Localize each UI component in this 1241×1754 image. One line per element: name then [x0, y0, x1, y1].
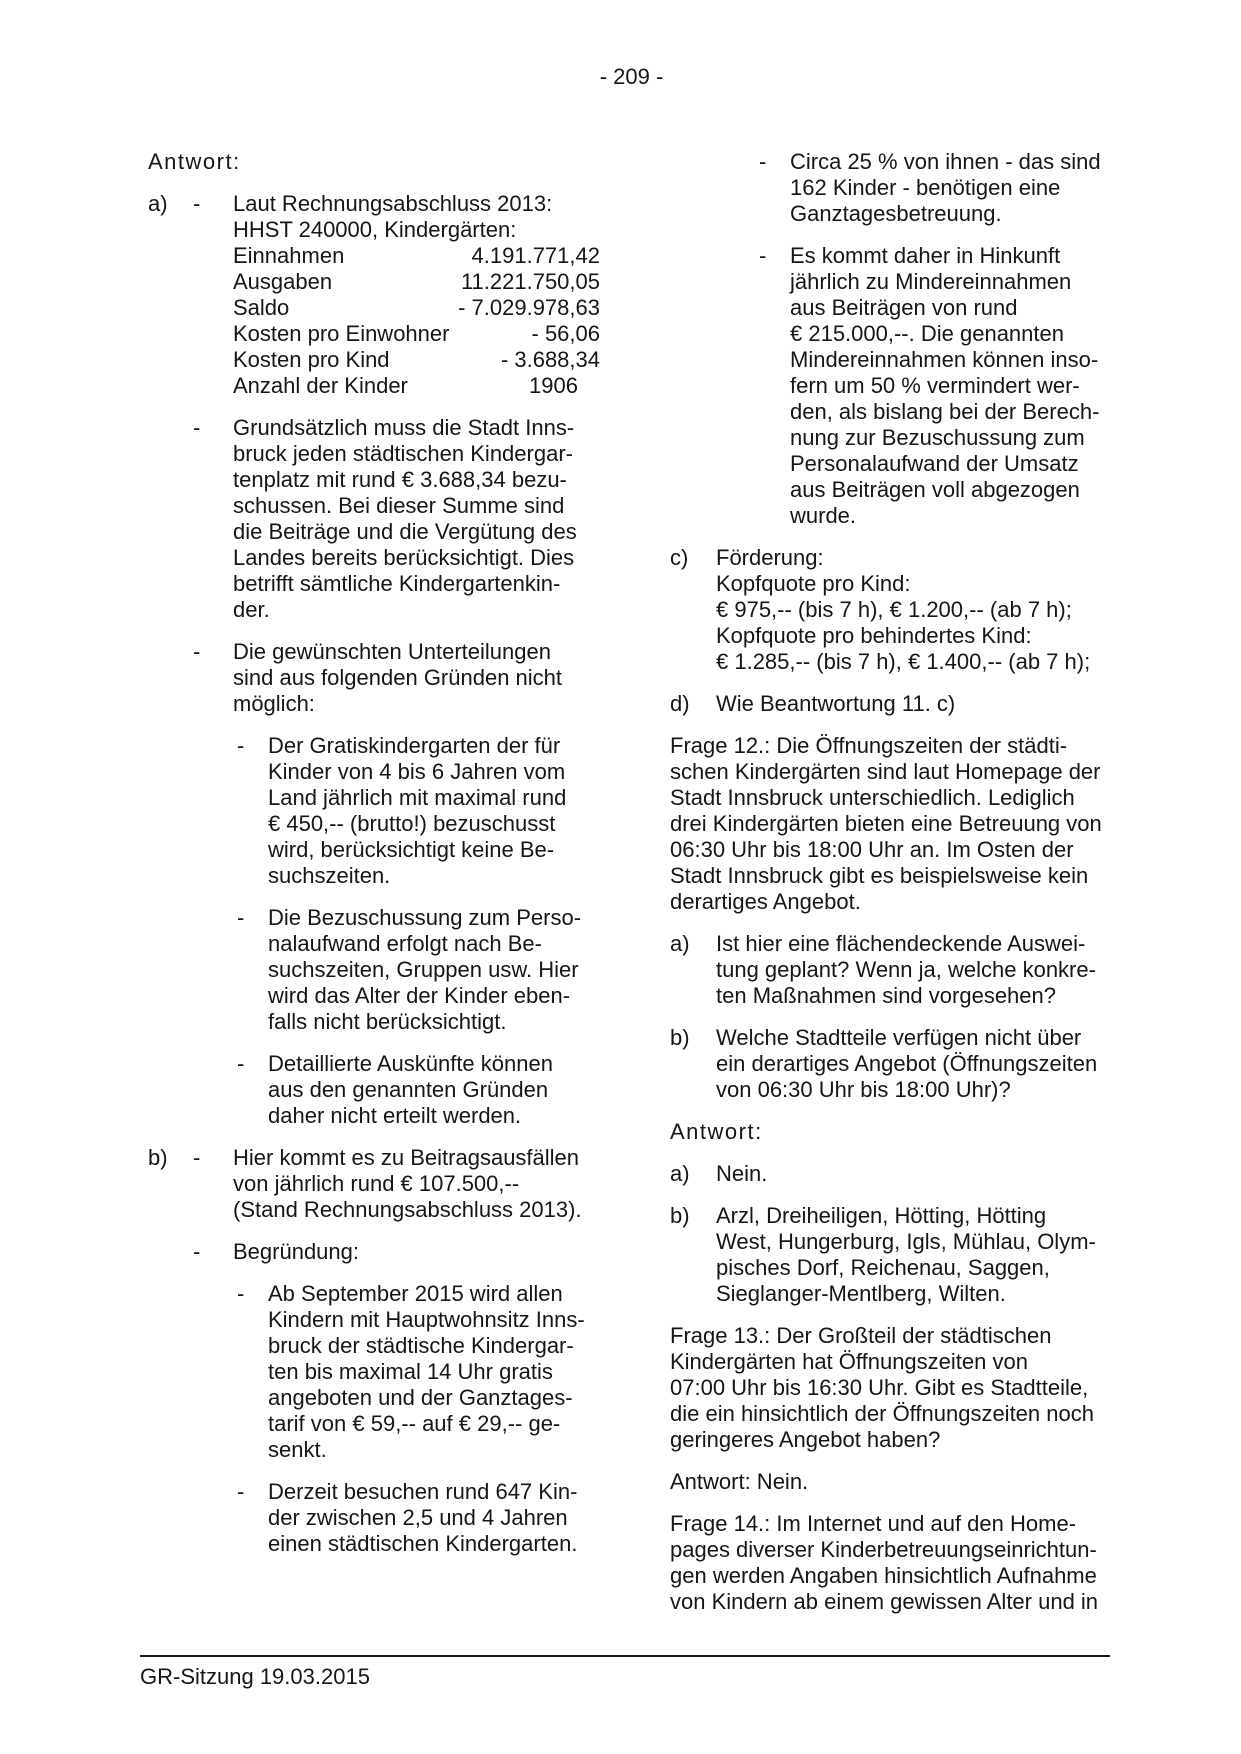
text-line: Derzeit besuchen rund 647 Kin-	[268, 1479, 578, 1504]
text-line: Welche Stadtteile verfügen nicht über	[716, 1025, 1082, 1050]
text-line: Kindern mit Hauptwohnsitz Inns-	[268, 1307, 585, 1332]
content-block	[670, 1511, 1115, 1615]
block-content	[716, 1161, 1115, 1187]
text-line: nalaufwand erfolgt nach Be-	[268, 931, 542, 956]
text-line: Die gewünschten Unterteilungen	[233, 639, 551, 664]
block-content	[148, 149, 600, 175]
block-content	[233, 1239, 600, 1265]
text-line: suchszeiten, Gruppen usw. Hier	[268, 957, 579, 982]
text-line: € 215.000,--. Die genannten	[790, 321, 1064, 346]
bullet-dash: -	[759, 149, 767, 174]
finance-value: 11.221.750,05	[460, 269, 600, 294]
text-line: Hier kommt es zu Beitragsausfällen	[233, 1145, 580, 1170]
text-line: Detaillierte Auskünfte können	[268, 1051, 553, 1076]
finance-row	[233, 295, 600, 321]
content-block	[670, 733, 1115, 915]
text-line: pisches Dorf, Reichenau, Saggen,	[716, 1255, 1050, 1280]
content-block	[670, 1161, 1115, 1187]
block-content	[268, 1281, 600, 1463]
text-line: West, Hungerburg, Igls, Mühlau, Olym-	[716, 1229, 1096, 1254]
text-line: Sieglanger-Mentlberg, Wilten.	[716, 1281, 1006, 1306]
text-line: jährlich zu Mindereinnahmen	[790, 269, 1072, 294]
text-line: Antwort:	[670, 1119, 763, 1144]
finance-row	[233, 269, 600, 295]
text-line: € 1.285,-- (bis 7 h), € 1.400,-- (ab 7 h);	[716, 649, 1091, 674]
text-line: bruck jeden städtischen Kindergar-	[233, 441, 573, 466]
text-line: ten Maßnahmen sind vorgesehen?	[716, 983, 1056, 1008]
text-line: bruck der städtische Kindergar-	[268, 1333, 574, 1358]
text-line: die ein hinsichtlich der Öffnungszeiten noch	[670, 1401, 1094, 1426]
text-line: Ganztagesbetreuung.	[790, 201, 1002, 226]
item-label: b)	[670, 1203, 690, 1228]
finance-value: 1906	[529, 373, 578, 398]
text-line: der zwischen 2,5 und 4 Jahren	[268, 1505, 568, 1530]
finance-label: Kosten pro Kind	[233, 347, 390, 372]
text-line: Arzl, Dreiheiligen, Hötting, Hötting	[716, 1203, 1047, 1228]
block-content	[670, 1323, 1115, 1453]
text-line: Frage 12.: Die Öffnungszeiten der städti-	[670, 733, 1068, 758]
text-line: tarif von € 59,-- auf € 29,-- ge-	[268, 1411, 561, 1436]
text-line: Grundsätzlich muss die Stadt Inns-	[233, 415, 575, 440]
finance-value: - 3.688,34	[500, 347, 600, 372]
bullet-dash: -	[237, 905, 245, 930]
text-line: pages diverser Kinderbetreuungseinrichtun-	[670, 1537, 1097, 1562]
bullet-dash: -	[193, 191, 201, 216]
text-line: Antwort:	[148, 149, 241, 174]
block-content	[268, 905, 600, 1035]
text-line: sind aus folgenden Gründen nicht	[233, 665, 563, 690]
bullet-dash: -	[237, 733, 245, 758]
item-label: b)	[148, 1145, 168, 1170]
bullet-dash: -	[237, 1281, 245, 1306]
item-label: a)	[670, 931, 690, 956]
text-line: schussen. Bei dieser Summe sind	[233, 493, 565, 518]
content-block	[148, 191, 600, 399]
footer-text: GR-Sitzung 19.03.2015	[140, 1664, 370, 1689]
item-label: d)	[670, 691, 690, 716]
content-block	[670, 1323, 1115, 1453]
page-body	[148, 149, 1115, 1615]
text-line: von jährlich rund € 107.500,--	[233, 1171, 520, 1196]
text-line: derartiges Angebot.	[670, 889, 861, 914]
block-content	[233, 191, 600, 399]
text-line: Kinder von 4 bis 6 Jahren vom	[268, 759, 566, 784]
text-line: drei Kindergärten bieten eine Betreuung von	[670, 811, 1102, 836]
left-column	[148, 149, 600, 1615]
text-line: falls nicht berücksichtigt.	[268, 1009, 507, 1034]
content-block	[670, 931, 1115, 1009]
content-block	[670, 1025, 1115, 1103]
text-line: die Beiträge und die Vergütung des	[233, 519, 577, 544]
text-line: Personalaufwand der Umsatz	[790, 451, 1079, 476]
finance-row	[233, 373, 600, 399]
text-line: Frage 13.: Der Großteil der städtischen	[670, 1323, 1052, 1348]
finance-row	[233, 321, 600, 347]
block-content	[716, 1203, 1115, 1307]
text-line: suchszeiten.	[268, 863, 391, 888]
item-label: a)	[670, 1161, 690, 1186]
finance-table	[233, 243, 600, 399]
block-content	[716, 1025, 1115, 1103]
finance-label: Einnahmen	[233, 243, 345, 268]
block-content	[268, 1051, 600, 1129]
content-block	[670, 243, 1115, 529]
content-block	[148, 415, 600, 623]
block-content	[790, 243, 1115, 529]
text-line: Stadt Innsbruck gibt es beispielsweise kein	[670, 863, 1089, 888]
text-line: Ab September 2015 wird allen	[268, 1281, 563, 1306]
page-footer	[140, 1655, 1110, 1690]
text-line: Förderung:	[716, 545, 824, 570]
content-block	[148, 1479, 600, 1557]
text-line: € 450,-- (brutto!) bezuschusst	[268, 811, 556, 836]
content-block	[148, 905, 600, 1035]
block-content	[716, 691, 1115, 717]
text-line: Kopfquote pro behindertes Kind:	[716, 623, 1032, 648]
text-line: Stadt Innsbruck unterschiedlich. Lediglich	[670, 785, 1075, 810]
text-line: wird, berücksichtigt keine Be-	[268, 837, 555, 862]
text-line: aus Beiträgen voll abgezogen	[790, 477, 1080, 502]
text-line: Der Gratiskindergarten der für	[268, 733, 561, 758]
text-line: möglich:	[233, 691, 315, 716]
text-line: 06:30 Uhr bis 18:00 Uhr an. Im Osten der	[670, 837, 1074, 862]
text-line: Land jährlich mit maximal rund	[268, 785, 567, 810]
content-block	[148, 149, 600, 175]
finance-label: Saldo	[233, 295, 290, 320]
text-line: schen Kindergärten sind laut Homepage der	[670, 759, 1101, 784]
finance-label: Kosten pro Einwohner	[233, 321, 450, 346]
finance-value: - 56,06	[531, 321, 600, 346]
text-line: Begründung:	[233, 1239, 359, 1264]
text-line: ein derartiges Angebot (Öffnungszeiten	[716, 1051, 1098, 1076]
text-line: Es kommt daher in Hinkunft	[790, 243, 1061, 268]
text-line: Frage 14.: Im Internet und auf den Home-	[670, 1511, 1077, 1536]
text-line: € 975,-- (bis 7 h), € 1.200,-- (ab 7 h);	[716, 597, 1072, 622]
text-line: Die Bezuschussung zum Perso-	[268, 905, 582, 930]
content-block	[148, 639, 600, 717]
text-line: einen städtischen Kindergarten.	[268, 1531, 578, 1556]
block-content	[716, 931, 1115, 1009]
text-line: der.	[233, 597, 270, 622]
text-line: Circa 25 % von ihnen - das sind	[790, 149, 1101, 174]
text-line: senkt.	[268, 1437, 327, 1462]
block-content	[268, 733, 600, 889]
right-column	[670, 149, 1115, 1615]
text-line: tenplatz mit rund € 3.688,34 bezu-	[233, 467, 567, 492]
text-line: aus den genannten Gründen	[268, 1077, 549, 1102]
block-content	[268, 1479, 600, 1557]
bullet-dash: -	[193, 1239, 201, 1264]
text-line: Wie Beantwortung 11. c)	[716, 691, 956, 716]
text-line: geringeres Angebot haben?	[670, 1427, 941, 1452]
text-line: HHST 240000, Kindergärten:	[233, 217, 517, 242]
bullet-dash: -	[759, 243, 767, 268]
finance-row	[233, 243, 600, 269]
text-line: angeboten und der Ganztages-	[268, 1385, 573, 1410]
block-content	[670, 1469, 1115, 1495]
finance-row	[233, 347, 600, 373]
text-line: wurde.	[790, 503, 857, 528]
content-block	[670, 1203, 1115, 1307]
content-block	[670, 1119, 1115, 1145]
item-label: c)	[670, 545, 689, 570]
block-content	[233, 1145, 600, 1223]
item-label: b)	[670, 1025, 690, 1050]
content-block	[148, 1239, 600, 1265]
block-content	[670, 1119, 1115, 1145]
text-line: (Stand Rechnungsabschluss 2013).	[233, 1197, 582, 1222]
text-line: wird das Alter der Kinder eben-	[268, 983, 571, 1008]
finance-value: 4.191.771,42	[471, 243, 600, 268]
block-content	[233, 415, 600, 623]
content-block	[148, 1281, 600, 1463]
bullet-dash: -	[193, 639, 201, 664]
text-line: aus Beiträgen von rund	[790, 295, 1018, 320]
bullet-dash: -	[237, 1051, 245, 1076]
content-block	[670, 691, 1115, 717]
bullet-dash: -	[193, 1145, 201, 1170]
finance-label: Ausgaben	[233, 269, 333, 294]
content-block	[670, 149, 1115, 227]
page-number: - 209 -	[599, 64, 664, 89]
item-label: a)	[148, 191, 168, 216]
text-line: von 06:30 Uhr bis 18:00 Uhr)?	[716, 1077, 1011, 1102]
finance-value: - 7.029.978,63	[458, 295, 600, 320]
block-content	[716, 545, 1115, 675]
text-line: 07:00 Uhr bis 16:30 Uhr. Gibt es Stadtteile,	[670, 1375, 1089, 1400]
bullet-dash: -	[193, 415, 201, 440]
text-line: Landes bereits berücksichtigt. Dies	[233, 545, 575, 570]
block-content	[233, 639, 600, 717]
text-line: Kopfquote pro Kind:	[716, 571, 911, 596]
text-line: von Kindern ab einem gewissen Alter und in	[670, 1589, 1099, 1614]
content-block	[148, 1051, 600, 1129]
text-line: den, als bislang bei der Berech-	[790, 399, 1100, 424]
text-line: 162 Kinder - benötigen eine	[790, 175, 1061, 200]
text-line: nung zur Bezuschussung zum	[790, 425, 1085, 450]
content-block	[670, 1469, 1115, 1495]
text-line: Nein.	[716, 1161, 768, 1186]
text-line: Ist hier eine flächendeckende Auswei-	[716, 931, 1086, 956]
text-line: ten bis maximal 14 Uhr gratis	[268, 1359, 553, 1384]
text-line: betrifft sämtliche Kindergartenkin-	[233, 571, 561, 596]
block-content	[670, 1511, 1115, 1615]
text-line: Mindereinnahmen können inso-	[790, 347, 1099, 372]
content-block	[148, 1145, 600, 1223]
block-content	[670, 733, 1115, 915]
text-line: Laut Rechnungsabschluss 2013:	[233, 191, 553, 216]
text-line: Kindergärten hat Öffnungszeiten von	[670, 1349, 1028, 1374]
finance-label: Anzahl der Kinder	[233, 373, 408, 398]
text-line: Antwort: Nein.	[670, 1469, 809, 1494]
text-line: daher nicht erteilt werden.	[268, 1103, 522, 1128]
content-block	[148, 733, 600, 889]
block-content	[790, 149, 1115, 227]
text-line: gen werden Angaben hinsichtlich Aufnahme	[670, 1563, 1097, 1588]
text-line: fern um 50 % vermindert wer-	[790, 373, 1080, 398]
text-line: tung geplant? Wenn ja, welche konkre-	[716, 957, 1096, 982]
bullet-dash: -	[237, 1479, 245, 1504]
content-block	[670, 545, 1115, 675]
